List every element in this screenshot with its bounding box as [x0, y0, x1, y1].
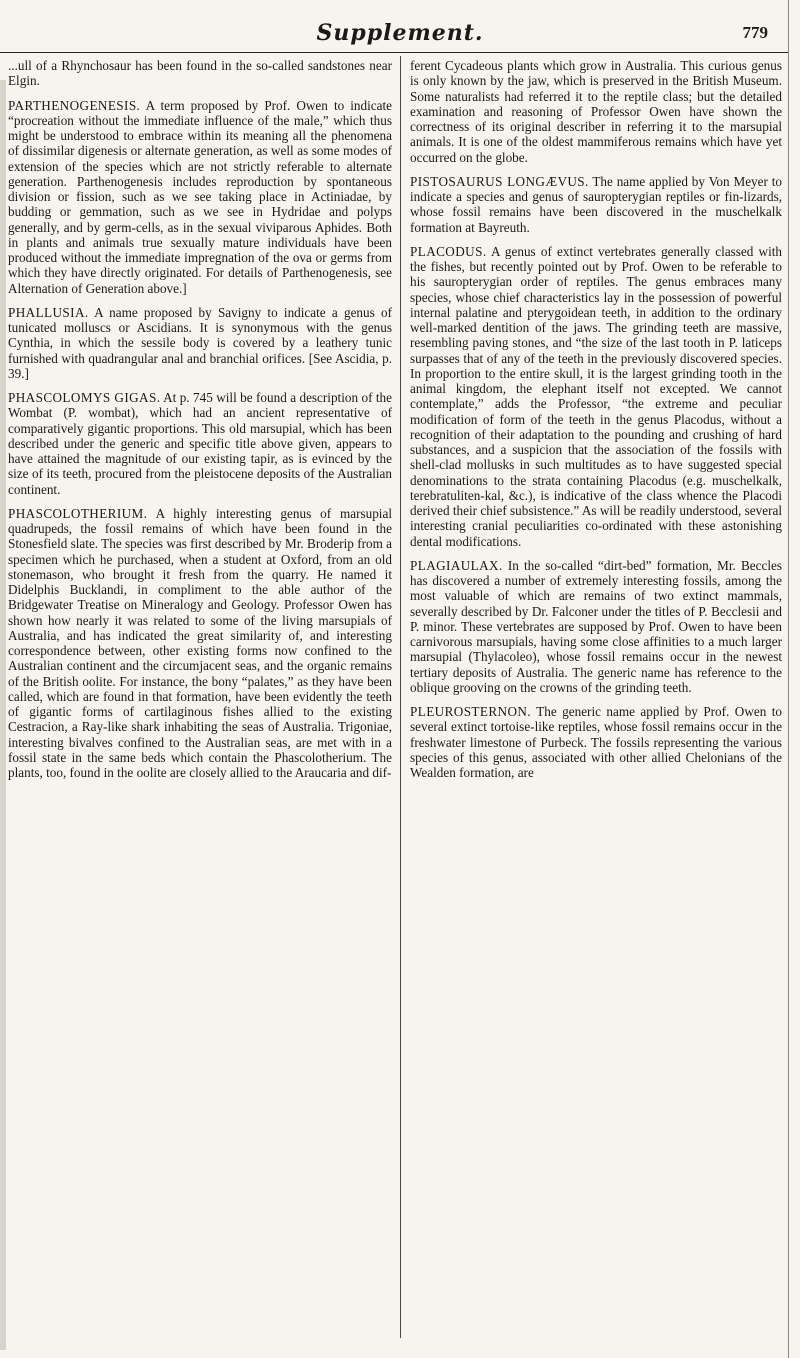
entry-paragraph	[8, 506, 392, 781]
header-rule	[0, 52, 788, 53]
entry-text: In the so-called “dirt-bed” formation, Mr. Beccles has discovered a number of extremely interesting fossils, among the most valuable of which are remains of two extinct mammals, severally described by Dr. Falconer under the titles of P. Becclesii and P. minor. These vertebrates are supposed by Prof. Owen to have been carnivorous marsupials, having some close affinities to a much larger marsupial (Thylacoleo), whose fossil remains occur in the newest tertiary deposits of Australia. The generic name has reference to the oblique grooving on the crowns of the grinding teeth.	[410, 557, 782, 695]
entry-paragraph	[410, 58, 782, 165]
entry-paragraph	[8, 305, 392, 381]
entry-text: ferent Cycadeous plants which grow in Australia. This curious genus is only known by the jaw, which is preserved in the British Museum. Some naturalists had referred it to the reptile class; but the detailed examination and reasoning of Professor Owen have shown the correctness of its original describer in referring it to the marsupial animals. It is one of the oldest mammiferous remains which have yet occurred on the globe.	[410, 58, 782, 165]
entry-text: A term proposed by Prof. Owen to indicate “procreation without the immediate influence of the male,” which thus might be understood to embrace within its meaning all the phenomena of dissimilar digenesis or alternate generation, as well as some modes of extension of the species which are not strictly referable to alternate generation. Parthenogenesis includes reproduction by spontaneous division or fission, such as we see taking place in Actiniadae, by budding or gemmation, such as we see in Hydridae and polyps generally, and by germ-cells, as in the sexual viviparous Aphides. Both in plants and animals true sexually mature individuals have been produced without the immediate impregnation of the ova or germs from which they have directly originated. For details of Parthenogenesis, see Alternation of Generation above.]	[8, 97, 392, 296]
entry-text: The generic name applied by Prof. Owen to several extinct tortoise-like reptiles, whose fossil remains occur in the freshwater limestone of Purbeck. The fossils representing the various species of this genus, associated with other allied Chelonians of the Wealden formation, are	[410, 704, 782, 780]
right-column	[410, 58, 782, 1338]
entry-paragraph	[410, 704, 782, 780]
entry-term: PLACODUS.	[410, 243, 487, 259]
entry-text: A name proposed by Savigny to indicate a genus of tunicated molluscs or Ascidians. It is synonymous with the genus Cynthia, in which the sessile body is covered by a leathery tunic furnished with quadrangular anal and branchial orifices. [See Ascidia, p. 39.]	[8, 304, 392, 381]
entry-text: At p. 745 will be found a description of the Wombat (P. wombat), which had an ancient representative of comparatively gigantic proportions. This old marsupial, which has been described under the generic and specific title above given, appears to have attained the magnitude of our existing tapir, as is evinced by the size of its teeth, procured from the pleistocene deposits of the Australian continent.	[8, 390, 392, 497]
entry-paragraph	[410, 174, 782, 235]
binding-edge-shadow	[0, 80, 6, 1350]
entry-text: The name applied by Von Meyer to indicate a species and genus of sauropterygian reptiles or fin-lizards, whose fossil remains have been discovered in the muschelkalk formation at Bayreuth.	[410, 173, 782, 235]
entry-paragraph	[8, 58, 392, 89]
entry-paragraph	[8, 98, 392, 296]
running-title: Supplement.	[316, 20, 484, 46]
entry-paragraph	[410, 558, 782, 695]
entry-term: PHASCOLOMYS GIGAS.	[8, 390, 161, 405]
entry-term: PHASCOLOTHERIUM.	[8, 505, 148, 521]
left-column	[8, 58, 392, 1338]
entry-text: A highly interesting genus of marsupial quadrupeds, the fossil remains of which have been found in the Stonesfield slate. The species was first described by Mr. Broderip from a specimen which he purchased, when a student at Oxford, from an old stonemason, who brought it fresh from the quarry. He named it Didelphis Bucklandi, in compliment to the able author of the Bridgewater Treatise on Mineralogy and Geology. Professor Owen has shown how nearly it was related to some of the living marsupials of Australia, and has indicated the great similarity of, and interesting correspondence between, other existing forms now confined to the Australian continent and the circumjacent seas, and the organic remains of the British oolite. For instance, the bony “palates,” as they have been called, which are found in that formation, have been evidently the teeth of gigantic forms of cartilaginous fishes allied to the existing Cestracion, a Ray-like shark inhabiting the seas of Australia. Trigoniae, interesting bivalves confined to the Australian seas, are met with in a fossil state in the same beds which contain the Phascolotherium. The plants, too, found in the oolite are closely allied to the Araucaria and dif-	[8, 505, 392, 780]
page-header	[0, 20, 800, 46]
page-number: 779	[742, 23, 768, 42]
entry-paragraph	[8, 390, 392, 497]
entry-term: PLEUROSTERNON.	[410, 704, 531, 719]
page-edge-rule	[788, 0, 789, 1358]
entry-term: PHALLUSIA.	[8, 304, 89, 320]
entry-text: A genus of extinct vertebrates generally classed with the fishes, but recently pointed out by Prof. Owen to be referable to his sauropterygian order of reptiles. The genus embraces many species, whose chief characteristics lay in the possession of powerful internal palatine and pterygoidean teeth, in addition to the ordinary well-marked dentition of the jaws. The grinding teeth are massive, resembling paving stones, and “the size of the last tooth in P. laticeps surpasses that of any of the teeth in the previously discovered species. In proportion to the entire skull, it is the largest grinding tooth in the animal kingdom, the elephant itself not excepted. We cannot contemplate,” adds the Professor, “the extreme and peculiar modification of form of the teeth in the genus Placodus, without a recognition of their adaptation to the pounding and crushing of hard substances, and a suspicion that the association of the fossils with shell-clad mollusks in such multitudes as to have suggested special denominations to the strata containing Placodus (e.g. muschelkalk, terebratuliten-kal, &c.), is indicative of the class whence the Placodi derived their chief subsistence.” As will be readily understood, several interesting cranial peculiarities co-ordinated with these astonishing dental modifications.	[410, 243, 782, 549]
entry-term: PARTHENOGENESIS.	[8, 97, 141, 113]
entry-text: ...ull of a Rhynchosaur has been found in the so-called sandstones near Elgin.	[8, 58, 392, 89]
column-divider	[400, 56, 401, 1338]
entry-term: PLAGIAULAX.	[410, 557, 503, 573]
entry-paragraph	[410, 244, 782, 549]
entry-term: PISTOSAURUS LONGÆVUS.	[410, 173, 589, 189]
